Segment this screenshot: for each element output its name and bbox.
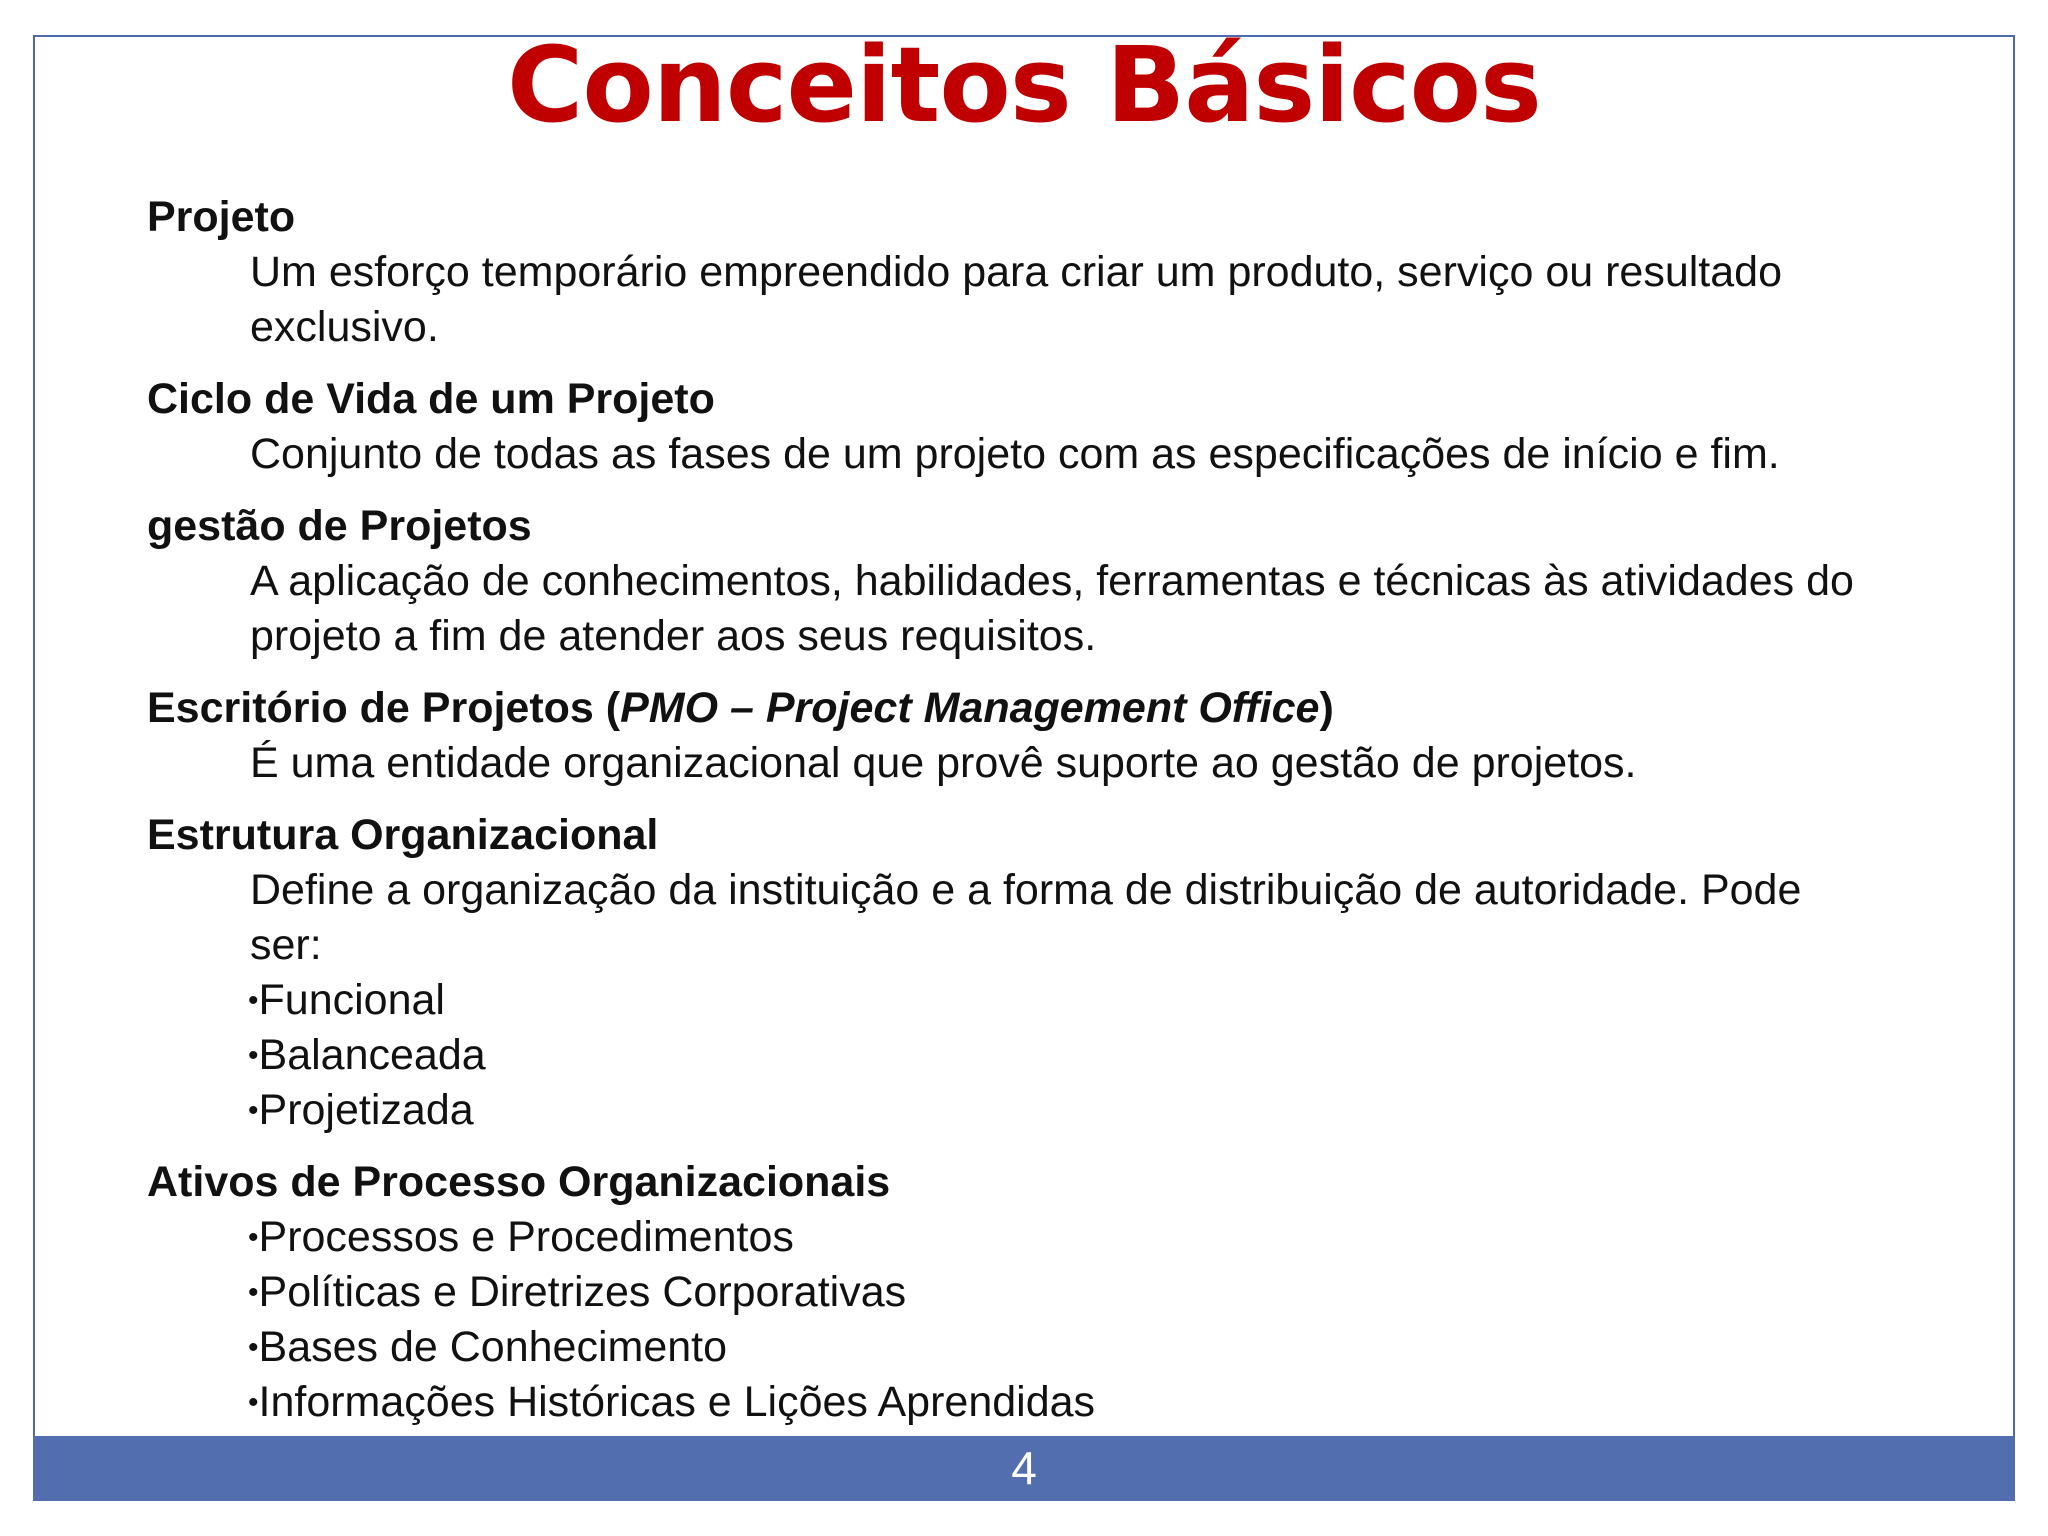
term-heading-suffix: ) [1319, 684, 1334, 732]
term-heading-italic: PMO – Project Management Office [620, 684, 1320, 732]
slide-title: Conceitos Básicos [507, 24, 1541, 146]
bullet-text: Balanceada [258, 1031, 486, 1079]
definition-text: projeto a fim de atender aos seus requisitos. [250, 612, 1097, 660]
bullet-text: Projetizada [258, 1086, 474, 1134]
bullet-item [248, 1375, 1967, 1430]
bullet-icon: • [248, 1276, 259, 1309]
term-heading-prefix: Escritório de Projetos ( [147, 684, 621, 732]
term-heading [147, 681, 1967, 736]
bullet-text: Funcional [258, 976, 445, 1024]
bullet-icon: • [248, 1221, 259, 1254]
definition-text: Conjunto de todas as fases de um projeto com as especificações de início e fim. [250, 430, 1780, 478]
section-escritorio-de-projetos [147, 681, 1967, 791]
definition-text: ser: [250, 921, 322, 969]
bullet-icon: • [248, 1331, 259, 1364]
bullet-item [248, 1210, 1967, 1265]
section-gestao-de-projetos [147, 499, 1967, 664]
term-heading: Ciclo de Vida de um Projeto [147, 375, 715, 423]
definition-text: Define a organização da instituição e a forma de distribuição de autoridade. Pode [250, 866, 1802, 914]
slide-content [147, 190, 1967, 1447]
bullet-item [248, 1320, 1967, 1375]
term-heading: Projeto [147, 193, 296, 241]
definition-text: exclusivo. [250, 303, 439, 351]
term-heading: Ativos de Processo Organizacionais [147, 1158, 891, 1206]
bullet-icon: • [248, 1039, 259, 1072]
section-ciclo-de-vida [147, 372, 1967, 482]
footer-bar [33, 1436, 2015, 1501]
definition-text: É uma entidade organizacional que provê suporte ao gestão de projetos. [250, 739, 1637, 787]
section-projeto [147, 190, 1967, 355]
bullet-text: Informações Históricas e Lições Aprendidas [258, 1378, 1096, 1426]
term-heading: Estrutura Organizacional [147, 811, 659, 859]
bullet-text: Bases de Conhecimento [258, 1323, 728, 1371]
bullet-icon: • [248, 1386, 259, 1419]
bullet-item [248, 1028, 1967, 1083]
definition-text: Um esforço temporário empreendido para criar um produto, serviço ou resultado [250, 248, 1783, 296]
bullet-text: Processos e Procedimentos [258, 1213, 794, 1261]
section-estrutura-organizacional [147, 808, 1967, 1138]
bullet-item [248, 1083, 1967, 1138]
bullet-item [248, 1265, 1967, 1320]
definition-text: A aplicação de conhecimentos, habilidades, ferramentas e técnicas às atividades do [250, 557, 1854, 605]
page-number: 4 [1011, 1442, 1037, 1494]
bullet-icon: • [248, 984, 259, 1017]
bullet-text: Políticas e Diretrizes Corporativas [258, 1268, 907, 1316]
term-heading: gestão de Projetos [147, 502, 532, 550]
section-ativos-de-processo [147, 1155, 1967, 1430]
bullet-icon: • [248, 1094, 259, 1127]
bullet-item [248, 973, 1967, 1028]
